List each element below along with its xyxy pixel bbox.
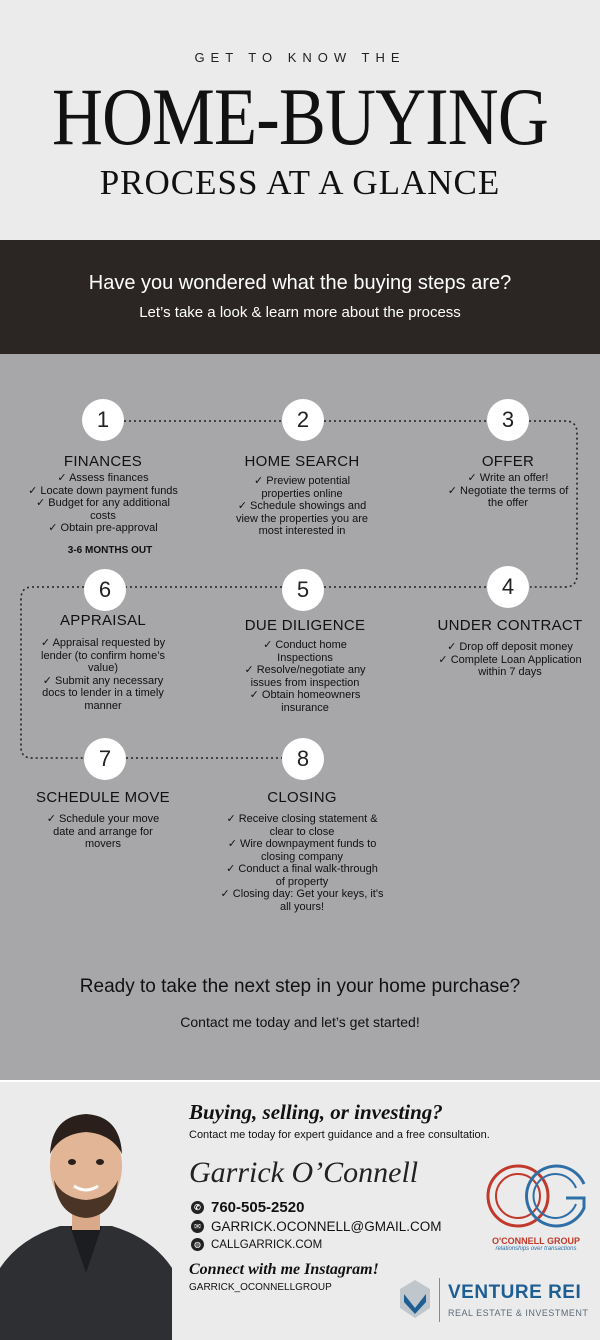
step-2-title: HOME SEARCH (244, 453, 360, 470)
step-5-items (205, 639, 405, 714)
oconnell-group-name: O'CONNELL GROUP (492, 1236, 580, 1246)
step-2-number: 2 (282, 399, 324, 441)
step-6-items (3, 637, 203, 712)
logo-divider (439, 1278, 440, 1322)
cta-question: Ready to take the next step in your home purchase? (79, 976, 521, 997)
step-8-items (192, 813, 412, 913)
oconnell-group-tagline: relationships over transactions (495, 1246, 577, 1252)
step-7-item: ✓ Schedule your move date and arrange for movers (46, 813, 160, 850)
footer-tagline: Buying, selling, or investing? (189, 1100, 443, 1124)
step-1-item: ✓ Assess finances (57, 472, 149, 484)
email-icon: ✉ (191, 1220, 204, 1233)
step-5-item: ✓ Resolve/negotiate any issues from inspection (244, 664, 366, 689)
step-3-items (403, 472, 600, 510)
step-1-title: FINANCES (63, 453, 143, 470)
step-8-item: ✓ Closing day: Get your keys, it's all yours! (220, 888, 384, 913)
email-address: GARRICK.OCONNELL@GMAIL.COM (211, 1219, 442, 1234)
page-title: HOME-BUYING (52, 71, 548, 162)
step-1-item: ✓ Obtain pre-approval (48, 522, 158, 534)
step-4-items (410, 641, 600, 679)
step-5-number: 5 (282, 569, 324, 611)
agent-photo (0, 1098, 172, 1340)
footer-subtext: Contact me today for expert guidance and a free consultation. (189, 1129, 490, 1141)
footer (0, 1080, 600, 1340)
intro-subtext: Let’s take a look & learn more about the process (139, 304, 461, 321)
step-7-title: SCHEDULE MOVE (36, 789, 170, 806)
phone-icon: ✆ (191, 1201, 204, 1214)
header (0, 0, 600, 240)
step-8-number: 8 (282, 738, 324, 780)
step-2-item: ✓ Preview potential properties online (253, 475, 351, 500)
step-6-number: 6 (84, 569, 126, 611)
phone-row[interactable] (191, 1199, 304, 1216)
email-row[interactable] (191, 1219, 442, 1234)
step-8-item: ✓ Conduct a final walk-through of property (226, 863, 378, 888)
step-1-item: ✓ Budget for any additional costs (36, 497, 170, 522)
step-7-number: 7 (84, 738, 126, 780)
cta-subtext: Contact me today and let’s get started! (180, 1014, 420, 1030)
step-6-item: ✓ Appraisal requested by lender (to confirm home’s value) (40, 637, 166, 674)
step-8-item: ✓ Receive closing statement & clear to close (226, 813, 378, 838)
step-3-item: ✓ Write an offer! (467, 472, 549, 484)
step-5-title: DUE DILIGENCE (244, 617, 366, 634)
web-icon: ◍ (191, 1238, 204, 1251)
step-5-item: ✓ Conduct home Inspections (263, 639, 347, 664)
instagram-handle[interactable]: GARRICK_OCONNELLGROUP (189, 1282, 332, 1293)
venture-rei-name: VENTURE REI (448, 1282, 582, 1303)
step-6-title: APPRAISAL (59, 612, 147, 629)
step-5-item: ✓ Obtain homeowners insurance (249, 689, 361, 714)
step-1-timing: 3-6 MONTHS OUT (67, 545, 153, 556)
phone-number: 760-505-2520 (211, 1199, 305, 1216)
step-1-items (3, 472, 203, 535)
step-7-items (3, 813, 203, 851)
step-6-item: ✓ Submit any necessary docs to lender in a timely manner (42, 674, 164, 712)
step-8-item: ✓ Wire downpayment funds to closing company (227, 838, 377, 863)
step-2-item: ✓ Schedule showings and view the properties you are most interested in (235, 500, 369, 537)
venture-rei-tagline: REAL ESTATE & INVESTMENT (448, 1308, 589, 1318)
step-4-item: ✓ Complete Loan Application within 7 days (438, 653, 582, 678)
header-kicker: GET TO KNOW THE (194, 50, 406, 65)
website-url: CALLGARRICK.COM (211, 1238, 323, 1251)
step-4-number: 4 (487, 566, 529, 608)
oconnell-group-logo (480, 1162, 592, 1234)
website-row[interactable] (191, 1238, 322, 1251)
steps-section (0, 354, 600, 1080)
step-3-item: ✓ Negotiate the terms of the offer (447, 484, 569, 509)
step-3-title: OFFER (481, 453, 535, 470)
intro-question: Have you wondered what the buying steps are? (88, 272, 512, 294)
step-1-item: ✓ Locate down payment funds (28, 484, 178, 497)
step-8-title: CLOSING (267, 789, 337, 806)
venture-rei-logo-icon (398, 1278, 432, 1320)
intro-band (0, 240, 600, 354)
step-4-title: UNDER CONTRACT (437, 617, 583, 634)
page-subtitle: PROCESS AT A GLANCE (99, 163, 501, 202)
instagram-prompt: Connect with me Instagram! (189, 1261, 379, 1278)
step-1-number: 1 (82, 399, 124, 441)
agent-name: Garrick O’Connell (189, 1156, 419, 1189)
step-3-number: 3 (487, 399, 529, 441)
step-2-items (202, 475, 402, 538)
step-4-item: ✓ Drop off deposit money (447, 641, 573, 653)
